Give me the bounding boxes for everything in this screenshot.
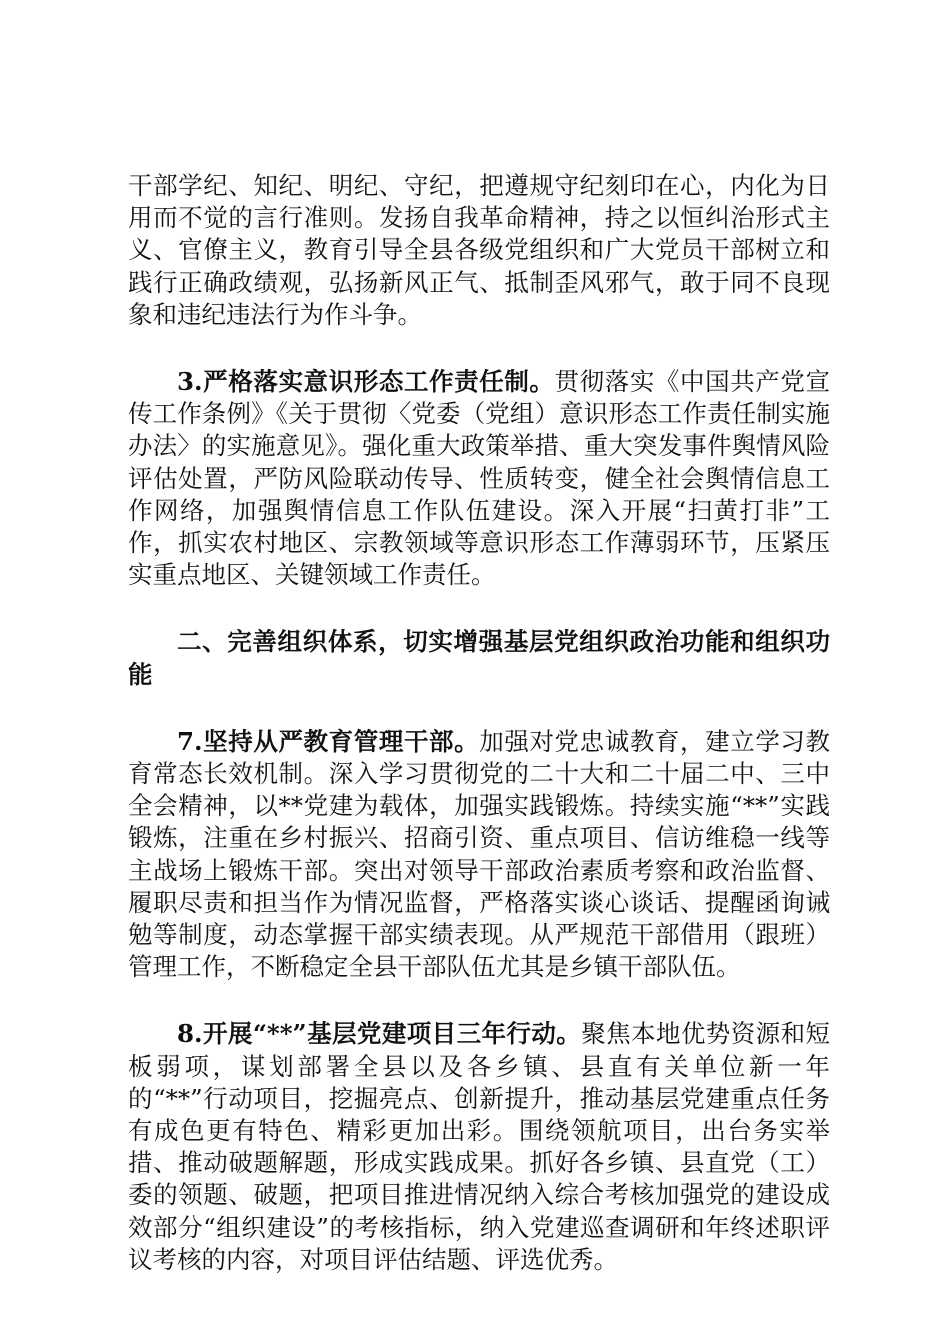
paragraph-text: 干部学纪、知纪、明纪、守纪，把遵规守纪刻印在心，内化为日用而不觉的言行准则。发扬自我革命精神，持之以恒纠治形式主义、官僚主义，教育引导全县各级党组织和广大党员干部树立和践行正确政绩观，弘扬新风正气、抵制歪风邪气，敢于同不良现象和违纪违法行为作斗争。 bbox=[128, 171, 830, 329]
document-body bbox=[128, 170, 830, 1311]
paragraph-item-3 bbox=[128, 366, 830, 591]
paragraph-item-7 bbox=[128, 726, 830, 984]
item-heading: 7.坚持从严教育管理干部。 bbox=[177, 726, 480, 756]
section-heading-text: 二、完善组织体系，切实增强基层党组织政治功能和组织功能 bbox=[128, 627, 830, 689]
paragraph-text: 贯彻落实《中国共产党宣传工作条例》《关于贯彻〈党委（党组）意识形态工作责任制实施办法〉的实施意见》。强化重大政策举措、重大突发事件舆情风险评估处置，严防风险联动传导、性质转变，健全社会舆情信息工作网络，加强舆情信息工作队伍建设。深入开展“扫黄打非”工作，抓实农村地区、宗教领域等意识形态工作薄弱环节，压紧压实重点地区、关键领域工作责任。 bbox=[128, 367, 830, 590]
paragraph-continuation bbox=[128, 170, 830, 331]
paragraph-item-8 bbox=[128, 1018, 830, 1276]
paragraph-text: 加强对党忠诚教育，建立学习教育常态长效机制。深入学习贯彻党的二十大和二十届二中、三中全会精神，以**党建为载体，加强实践锻炼。持续实施“**”实践锻炼，注重在乡村振兴、招商引资、重点项目、信访维稳一线等主战场上锻炼干部。突出对领导干部政治素质考察和政治监督、履职尽责和担当作为情况监督，严格落实谈心谈话、提醒函询诫勉等制度，动态掌握干部实绩表现。从严规范干部借用（跟班）管理工作，不断稳定全县干部队伍尤其是乡镇干部队伍。 bbox=[128, 726, 831, 982]
paragraph-text: 聚焦本地优势资源和短板弱项，谋划部署全县以及各乡镇、县直有关单位新一年的“**”行动项目，挖掘亮点、创新提升，推动基层党建重点任务有成色更有特色、精彩更加出彩。围绕领航项目，出台务实举措、推动破题解题，形成实践成果。抓好各乡镇、县直党（工）委的领题、破题，把项目推进情况纳入综合考核加强党的建设成效部分“组织建设”的考核指标，纳入党建巡查调研和年终述职评议考核的内容，对项目评估结题、评选优秀。 bbox=[128, 1019, 830, 1274]
item-heading: 8.开展“**”基层党建项目三年行动。 bbox=[177, 1019, 582, 1049]
item-heading: 3.严格落实意识形态工作责任制。 bbox=[177, 367, 555, 397]
section-heading bbox=[128, 626, 830, 690]
